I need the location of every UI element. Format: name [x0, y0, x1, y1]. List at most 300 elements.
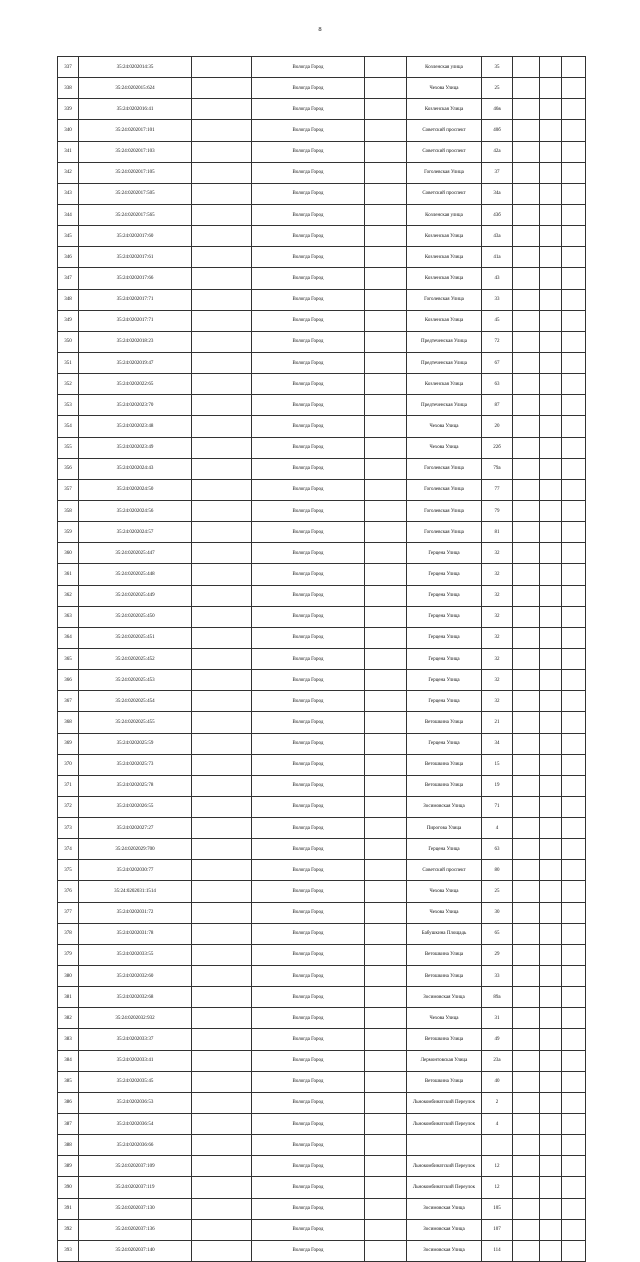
empty-cell	[192, 648, 252, 669]
house-number-cell: 20	[482, 416, 513, 437]
street-cell: Пирогова Улица	[407, 818, 482, 839]
house-number-cell: 114	[482, 1240, 513, 1261]
row-number-cell: 369	[58, 733, 79, 754]
cadastral-number-cell: 35:24:0202019:47	[79, 352, 192, 373]
empty-cell	[562, 479, 586, 500]
empty-cell	[562, 1008, 586, 1029]
house-number-cell: 105	[482, 1198, 513, 1219]
empty-cell	[513, 564, 540, 585]
table-row	[58, 437, 586, 458]
street-cell: Чехова Улица	[407, 78, 482, 99]
empty-cell	[365, 310, 407, 331]
street-cell: Герцена Улица	[407, 733, 482, 754]
city-cell: Вологда Город	[252, 1114, 365, 1135]
empty-cell	[192, 923, 252, 944]
city-cell: Вологда Город	[252, 839, 365, 860]
row-number-cell: 366	[58, 670, 79, 691]
house-number-cell: 45	[482, 310, 513, 331]
row-number-cell: 383	[58, 1029, 79, 1050]
empty-cell	[540, 712, 562, 733]
empty-cell	[513, 796, 540, 817]
empty-cell	[540, 78, 562, 99]
empty-cell	[513, 374, 540, 395]
house-number-cell: 43	[482, 268, 513, 289]
city-cell: Вологда Город	[252, 733, 365, 754]
table-row	[58, 775, 586, 796]
row-number-cell: 377	[58, 902, 79, 923]
table-row	[58, 120, 586, 141]
cadastral-number-cell: 35:24:0202014:35	[79, 57, 192, 78]
row-number-cell: 339	[58, 99, 79, 120]
cadastral-number-cell: 35:24:0202029:700	[79, 839, 192, 860]
street-cell: Герцена Улица	[407, 839, 482, 860]
empty-cell	[513, 733, 540, 754]
empty-cell	[540, 648, 562, 669]
city-cell: Вологда Город	[252, 268, 365, 289]
cadastral-number-cell: 35:24:0202017:103	[79, 141, 192, 162]
row-number-cell: 354	[58, 416, 79, 437]
table-row	[58, 331, 586, 352]
street-cell: Герцена Улица	[407, 691, 482, 712]
cadastral-number-cell: 35:24:0202031:72	[79, 902, 192, 923]
empty-cell	[365, 226, 407, 247]
house-number-cell: 67	[482, 352, 513, 373]
cadastral-number-cell: 35:24:0202032:60	[79, 966, 192, 987]
row-number-cell: 391	[58, 1198, 79, 1219]
house-number-cell: 46в	[482, 99, 513, 120]
empty-cell	[540, 310, 562, 331]
empty-cell	[192, 564, 252, 585]
table-row	[58, 1156, 586, 1177]
empty-cell	[365, 204, 407, 225]
cadastral-number-cell: 35:24:0202023:48	[79, 416, 192, 437]
city-cell: Вологда Город	[252, 416, 365, 437]
row-number-cell: 373	[58, 818, 79, 839]
row-number-cell: 358	[58, 500, 79, 521]
empty-cell	[562, 57, 586, 78]
cadastral-number-cell: 35:24:0202025:73	[79, 754, 192, 775]
cadastral-number-cell: 35:24:0202022:65	[79, 374, 192, 395]
row-number-cell: 352	[58, 374, 79, 395]
row-number-cell: 370	[58, 754, 79, 775]
empty-cell	[540, 818, 562, 839]
empty-cell	[365, 395, 407, 416]
city-cell: Вологда Город	[252, 564, 365, 585]
empty-cell	[192, 78, 252, 99]
row-number-cell: 381	[58, 987, 79, 1008]
row-number-cell: 374	[58, 839, 79, 860]
cadastral-number-cell: 35:24:0202016:41	[79, 99, 192, 120]
street-cell: Ветошкина Улица	[407, 754, 482, 775]
empty-cell	[540, 1114, 562, 1135]
house-number-cell: 22б	[482, 437, 513, 458]
empty-cell	[562, 1198, 586, 1219]
table-row	[58, 204, 586, 225]
empty-cell	[540, 141, 562, 162]
cadastral-number-cell: 35:24:0202017:60	[79, 226, 192, 247]
city-cell: Вологда Город	[252, 458, 365, 479]
empty-cell	[192, 1008, 252, 1029]
empty-cell	[513, 183, 540, 204]
empty-cell	[562, 1219, 586, 1240]
empty-cell	[562, 860, 586, 881]
row-number-cell: 350	[58, 331, 79, 352]
city-cell: Вологда Город	[252, 1135, 365, 1156]
empty-cell	[365, 1071, 407, 1092]
empty-cell	[513, 902, 540, 923]
city-cell: Вологда Город	[252, 1177, 365, 1198]
table-row	[58, 522, 586, 543]
city-cell: Вологда Город	[252, 775, 365, 796]
empty-cell	[192, 1240, 252, 1261]
street-cell: Зосимовская Улица	[407, 1219, 482, 1240]
table-row	[58, 162, 586, 183]
empty-cell	[365, 648, 407, 669]
row-number-cell: 344	[58, 204, 79, 225]
table-row	[58, 1114, 586, 1135]
city-cell: Вологда Город	[252, 479, 365, 500]
empty-cell	[513, 1029, 540, 1050]
empty-cell	[192, 670, 252, 691]
house-number-cell: 87	[482, 395, 513, 416]
empty-cell	[513, 1114, 540, 1135]
city-cell: Вологда Город	[252, 754, 365, 775]
street-cell: Зосимовская Улица	[407, 796, 482, 817]
empty-cell	[540, 987, 562, 1008]
house-number-cell: 32	[482, 543, 513, 564]
street-cell: Зосимовская Улица	[407, 987, 482, 1008]
cadastral-number-cell: 35:24:0202017:71	[79, 289, 192, 310]
empty-cell	[365, 944, 407, 965]
table-row	[58, 99, 586, 120]
house-number-cell: 63	[482, 839, 513, 860]
empty-cell	[192, 1198, 252, 1219]
empty-cell	[562, 1240, 586, 1261]
row-number-cell: 342	[58, 162, 79, 183]
row-number-cell: 368	[58, 712, 79, 733]
city-cell: Вологда Город	[252, 1008, 365, 1029]
empty-cell	[365, 522, 407, 543]
empty-cell	[365, 1050, 407, 1071]
table-row	[58, 839, 586, 860]
table-row	[58, 1177, 586, 1198]
row-number-cell: 338	[58, 78, 79, 99]
cadastral-number-cell: 35:24:0202037:109	[79, 1156, 192, 1177]
empty-cell	[513, 522, 540, 543]
city-cell: Вологда Город	[252, 1092, 365, 1113]
empty-cell	[365, 987, 407, 1008]
street-cell: Герцена Улица	[407, 606, 482, 627]
empty-cell	[562, 543, 586, 564]
cadastral-number-cell: 35:24:0202025:59	[79, 733, 192, 754]
empty-cell	[365, 860, 407, 881]
empty-cell	[365, 902, 407, 923]
city-cell: Вологда Город	[252, 183, 365, 204]
street-cell: Предтеченская Улица	[407, 331, 482, 352]
cadastral-number-cell: 35:24:0202027:27	[79, 818, 192, 839]
cadastral-number-cell: 35:24:0202025:449	[79, 585, 192, 606]
empty-cell	[192, 818, 252, 839]
empty-cell	[513, 57, 540, 78]
city-cell: Вологда Город	[252, 881, 365, 902]
empty-cell	[540, 1092, 562, 1113]
house-number-cell: 63	[482, 374, 513, 395]
table-row	[58, 712, 586, 733]
empty-cell	[513, 289, 540, 310]
empty-cell	[365, 289, 407, 310]
street-cell: Чехова Улица	[407, 437, 482, 458]
empty-cell	[540, 1029, 562, 1050]
house-number-cell: 34а	[482, 183, 513, 204]
house-number-cell: 42а	[482, 141, 513, 162]
empty-cell	[192, 1092, 252, 1113]
empty-cell	[562, 881, 586, 902]
street-cell: Зосимовская Улица	[407, 1198, 482, 1219]
cadastral-number-cell: 35:24:0202024:57	[79, 522, 192, 543]
empty-cell	[192, 966, 252, 987]
city-cell: Вологда Город	[252, 1240, 365, 1261]
house-number-cell: 79	[482, 500, 513, 521]
empty-cell	[562, 395, 586, 416]
cadastral-number-cell: 35:24:0202036:53	[79, 1092, 192, 1113]
street-cell: Льнокомбинатский Переулок	[407, 1177, 482, 1198]
cadastral-number-cell: 35:24:0202031:78	[79, 923, 192, 944]
empty-cell	[562, 78, 586, 99]
cadastral-number-cell: 35:24:0202030:77	[79, 860, 192, 881]
empty-cell	[192, 775, 252, 796]
empty-cell	[562, 204, 586, 225]
street-cell: Герцена Улица	[407, 543, 482, 564]
city-cell: Вологда Город	[252, 226, 365, 247]
street-cell: Гоголевская Улица	[407, 289, 482, 310]
empty-cell	[540, 1177, 562, 1198]
empty-cell	[562, 796, 586, 817]
city-cell: Вологда Город	[252, 57, 365, 78]
empty-cell	[513, 78, 540, 99]
house-number-cell: 15	[482, 754, 513, 775]
empty-cell	[192, 796, 252, 817]
row-number-cell: 343	[58, 183, 79, 204]
empty-cell	[365, 1008, 407, 1029]
street-cell: Ветошкина Улица	[407, 1071, 482, 1092]
street-cell: Гоголевская Улица	[407, 458, 482, 479]
table-row	[58, 733, 586, 754]
street-cell: Козленская Улица	[407, 310, 482, 331]
empty-cell	[513, 226, 540, 247]
house-number-cell: 41а	[482, 247, 513, 268]
empty-cell	[513, 1156, 540, 1177]
city-cell: Вологда Город	[252, 648, 365, 669]
empty-cell	[365, 1177, 407, 1198]
empty-cell	[513, 310, 540, 331]
city-cell: Вологда Город	[252, 606, 365, 627]
city-cell: Вологда Город	[252, 162, 365, 183]
city-cell: Вологда Город	[252, 1198, 365, 1219]
empty-cell	[562, 775, 586, 796]
table-row	[58, 247, 586, 268]
row-number-cell: 388	[58, 1135, 79, 1156]
table-row	[58, 543, 586, 564]
empty-cell	[192, 881, 252, 902]
empty-cell	[540, 543, 562, 564]
page-number: 8	[318, 26, 322, 33]
empty-cell	[365, 733, 407, 754]
empty-cell	[562, 564, 586, 585]
empty-cell	[513, 1198, 540, 1219]
empty-cell	[562, 585, 586, 606]
street-cell: Льнокомбинатский Переулок	[407, 1156, 482, 1177]
house-number-cell: 32	[482, 585, 513, 606]
empty-cell	[540, 416, 562, 437]
house-number-cell: 32	[482, 627, 513, 648]
table-row	[58, 268, 586, 289]
row-number-cell: 378	[58, 923, 79, 944]
row-number-cell: 359	[58, 522, 79, 543]
empty-cell	[513, 395, 540, 416]
empty-cell	[562, 247, 586, 268]
empty-cell	[540, 585, 562, 606]
empty-cell	[365, 1198, 407, 1219]
empty-cell	[513, 437, 540, 458]
empty-cell	[192, 585, 252, 606]
row-number-cell: 363	[58, 606, 79, 627]
empty-cell	[365, 479, 407, 500]
street-cell: Козленская улица	[407, 57, 482, 78]
table-row	[58, 585, 586, 606]
city-cell: Вологда Город	[252, 712, 365, 733]
empty-cell	[540, 606, 562, 627]
table-body	[58, 57, 586, 1262]
row-number-cell: 393	[58, 1240, 79, 1261]
city-cell: Вологда Город	[252, 120, 365, 141]
row-number-cell: 357	[58, 479, 79, 500]
house-number-cell: 80	[482, 860, 513, 881]
empty-cell	[192, 120, 252, 141]
empty-cell	[513, 120, 540, 141]
row-number-cell: 371	[58, 775, 79, 796]
empty-cell	[365, 966, 407, 987]
table-row	[58, 902, 586, 923]
empty-cell	[540, 204, 562, 225]
empty-cell	[192, 310, 252, 331]
empty-cell	[562, 99, 586, 120]
empty-cell	[540, 775, 562, 796]
cadastral-number-cell: 35:24:0202025:454	[79, 691, 192, 712]
empty-cell	[365, 839, 407, 860]
row-number-cell: 384	[58, 1050, 79, 1071]
empty-cell	[365, 247, 407, 268]
empty-cell	[192, 1071, 252, 1092]
empty-cell	[192, 627, 252, 648]
empty-cell	[192, 1135, 252, 1156]
cadastral-number-cell: 35:24:0202023:70	[79, 395, 192, 416]
house-number-cell: 25	[482, 881, 513, 902]
empty-cell	[540, 57, 562, 78]
empty-cell	[562, 352, 586, 373]
house-number-cell: 4	[482, 1114, 513, 1135]
city-cell: Вологда Город	[252, 247, 365, 268]
empty-cell	[540, 1240, 562, 1261]
empty-cell	[540, 247, 562, 268]
city-cell: Вологда Город	[252, 78, 365, 99]
empty-cell	[365, 691, 407, 712]
empty-cell	[513, 162, 540, 183]
cadastral-number-cell: 35:24:0202033:55	[79, 944, 192, 965]
empty-cell	[562, 691, 586, 712]
house-number-cell: 12	[482, 1156, 513, 1177]
empty-cell	[365, 458, 407, 479]
empty-cell	[540, 479, 562, 500]
empty-cell	[192, 1114, 252, 1135]
house-number-cell: 12	[482, 1177, 513, 1198]
empty-cell	[513, 543, 540, 564]
empty-cell	[562, 1135, 586, 1156]
cadastral-number-cell: 35:24:0202017:101	[79, 120, 192, 141]
cadastral-number-cell: 35:24:0202018:23	[79, 331, 192, 352]
row-number-cell: 349	[58, 310, 79, 331]
house-number-cell: 71	[482, 796, 513, 817]
house-number-cell: 43б	[482, 204, 513, 225]
table-row	[58, 987, 586, 1008]
street-cell	[407, 1135, 482, 1156]
house-number-cell: 49	[482, 1029, 513, 1050]
table-row	[58, 1071, 586, 1092]
empty-cell	[192, 543, 252, 564]
empty-cell	[365, 1219, 407, 1240]
empty-cell	[513, 1177, 540, 1198]
house-number-cell: 21	[482, 712, 513, 733]
street-cell: Герцена Улица	[407, 648, 482, 669]
row-number-cell: 341	[58, 141, 79, 162]
house-number-cell: 77	[482, 479, 513, 500]
empty-cell	[365, 1156, 407, 1177]
table-row	[58, 1135, 586, 1156]
empty-cell	[192, 416, 252, 437]
empty-cell	[540, 500, 562, 521]
table-row	[58, 458, 586, 479]
cadastral-number-cell: 35:24:0202024:43	[79, 458, 192, 479]
empty-cell	[540, 374, 562, 395]
row-number-cell: 346	[58, 247, 79, 268]
empty-cell	[513, 1050, 540, 1071]
empty-cell	[562, 416, 586, 437]
empty-cell	[540, 923, 562, 944]
empty-cell	[562, 818, 586, 839]
house-number-cell: 79а	[482, 458, 513, 479]
empty-cell	[192, 1050, 252, 1071]
house-number-cell: 32	[482, 564, 513, 585]
empty-cell	[513, 479, 540, 500]
cadastral-number-cell: 35:24:0202023:49	[79, 437, 192, 458]
empty-cell	[562, 648, 586, 669]
row-number-cell: 355	[58, 437, 79, 458]
row-number-cell: 386	[58, 1092, 79, 1113]
empty-cell	[192, 331, 252, 352]
house-number-cell: 33	[482, 966, 513, 987]
table-row	[58, 818, 586, 839]
empty-cell	[513, 627, 540, 648]
empty-cell	[513, 352, 540, 373]
street-cell: Бабушкина Площадь	[407, 923, 482, 944]
table-row	[58, 691, 586, 712]
empty-cell	[562, 712, 586, 733]
city-cell: Вологда Город	[252, 691, 365, 712]
house-number-cell: 37	[482, 162, 513, 183]
table-row	[58, 1029, 586, 1050]
empty-cell	[562, 226, 586, 247]
city-cell: Вологда Город	[252, 289, 365, 310]
city-cell: Вологда Город	[252, 522, 365, 543]
